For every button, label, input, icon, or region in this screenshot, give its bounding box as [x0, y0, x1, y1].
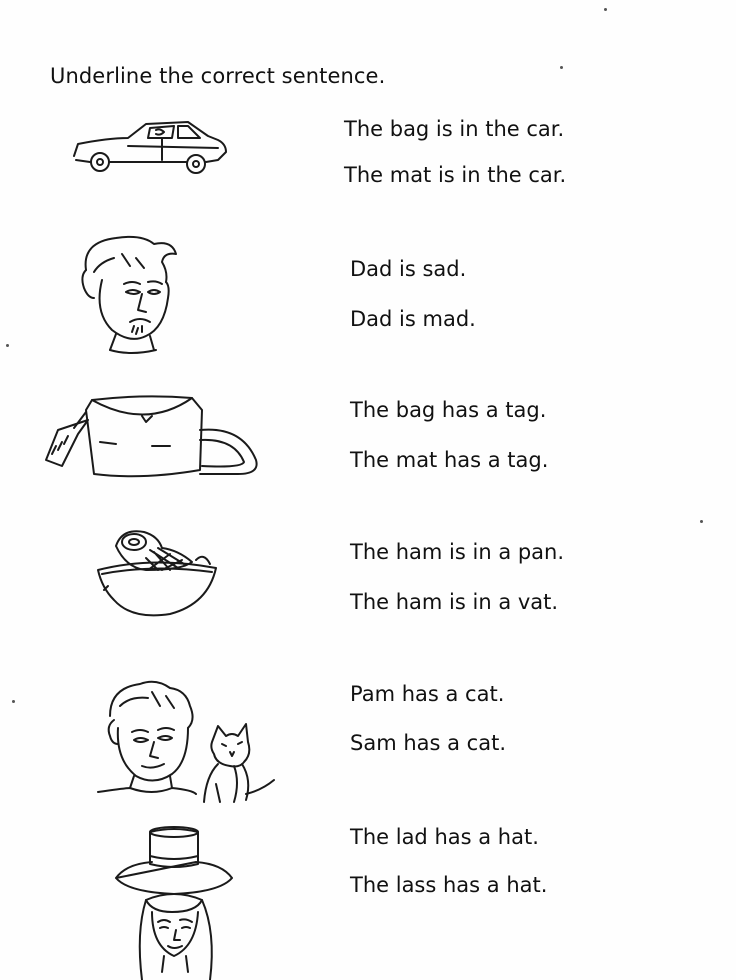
ham-in-pan-drawing — [92, 520, 222, 620]
bag-with-tag-drawing — [42, 390, 272, 486]
car-drawing — [68, 118, 238, 180]
sentence-option[interactable]: The lad has a hat. — [350, 825, 539, 849]
boy-with-cat-drawing — [96, 676, 280, 808]
scan-speck — [12, 700, 15, 703]
scan-speck — [6, 344, 9, 347]
sentence-option[interactable]: The ham is in a pan. — [350, 540, 565, 564]
sad-dad-drawing — [72, 232, 202, 356]
sentence-option[interactable]: The lass has a hat. — [350, 873, 548, 897]
sentence-option[interactable]: The mat has a tag. — [350, 448, 549, 472]
scan-speck — [604, 8, 607, 11]
instruction-heading: Underline the correct sentence. — [50, 64, 386, 88]
scan-speck — [560, 66, 563, 69]
sentence-option[interactable]: The bag has a tag. — [350, 398, 547, 422]
sentence-option[interactable]: The ham is in a vat. — [350, 590, 559, 614]
girl-with-hat-drawing — [112, 822, 242, 980]
sentence-option[interactable]: The bag is in the car. — [344, 117, 565, 141]
sentence-option[interactable]: Dad is sad. — [350, 257, 467, 281]
sentence-option[interactable]: Dad is mad. — [350, 307, 476, 331]
sentence-option[interactable]: Sam has a cat. — [350, 731, 506, 755]
sentence-option[interactable]: The mat is in the car. — [344, 163, 567, 187]
sentence-option[interactable]: Pam has a cat. — [350, 682, 505, 706]
scan-speck — [700, 520, 703, 523]
